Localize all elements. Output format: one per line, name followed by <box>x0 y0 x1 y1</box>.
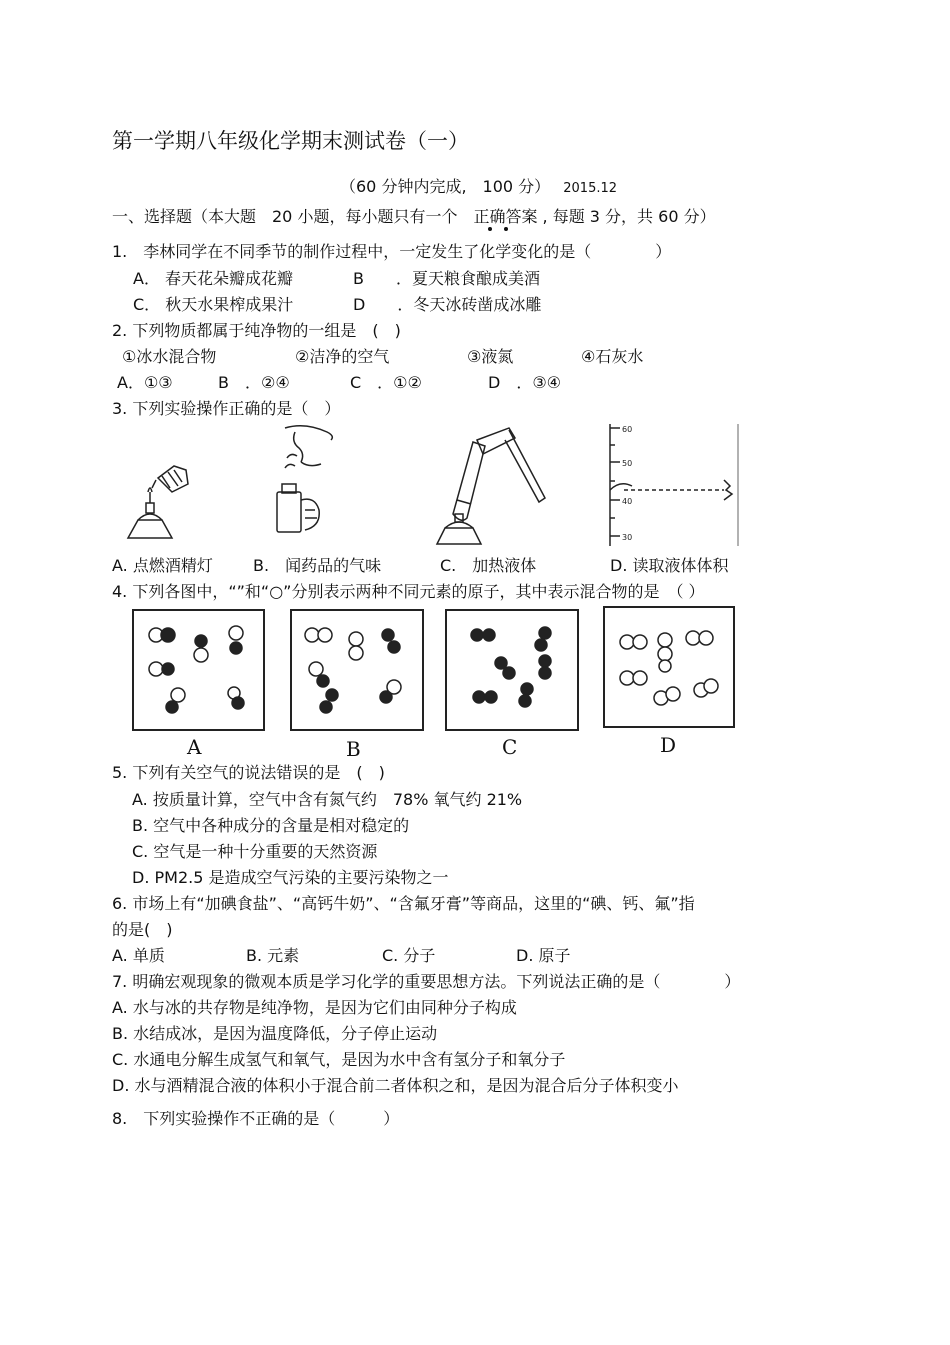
q8-stem: 8. 下列实验操作不正确的是（ ） <box>112 1109 400 1128</box>
q3-stem: 3. 下列实验操作正确的是（ ） <box>112 399 341 418</box>
molecule-box-a <box>132 609 265 731</box>
emphasis-dot <box>488 227 492 231</box>
q2-option-b: B ．②④ <box>218 373 290 392</box>
exam-date: 2015.12 <box>563 181 618 196</box>
q6-option-d: D. 原子 <box>516 946 571 965</box>
q6-stem: 6. 市场上有“加碘食盐”、“高钙牛奶”、“含氟牙膏”等商品，这里的“碘、钙、氟”指 <box>112 894 695 913</box>
molecule-box-d <box>603 606 735 728</box>
q5-option-c: C. 空气是一种十分重要的天然资源 <box>132 842 378 861</box>
q1-option-a: A． 春天花朵瓣成花瓣 <box>133 269 294 288</box>
molecule-box-b <box>290 609 424 731</box>
q1-option-d: D ．冬天冰砖凿成冰雕 <box>353 295 542 314</box>
box-label-a: A <box>187 735 202 759</box>
q2-option-a: A．①③ <box>117 373 173 392</box>
smell-reagent-figure <box>265 422 345 542</box>
q6-option-c: C. 分子 <box>382 946 436 965</box>
subtitle-main: （60 分钟内完成, 100 分） <box>340 177 551 196</box>
q1-option-c: C． 秋天水果榨成果汁 <box>133 295 294 314</box>
q2-option-d: D ．③④ <box>488 373 562 392</box>
molecule-diagram-b <box>292 611 422 729</box>
box-label-b: B <box>346 737 361 761</box>
molecule-box-c <box>445 609 579 731</box>
q6-option-b: B. 元素 <box>246 946 300 965</box>
emphasis-dot <box>504 227 508 231</box>
page-title: 第一学期八年级化学期末测试卷（一） <box>112 129 469 153</box>
q7-option-c: C. 水通电分解生成氢气和氧气，是因为水中含有氢分子和氧分子 <box>112 1050 566 1069</box>
cylinder-tick-label: 50 <box>622 459 633 468</box>
q5-option-a: A. 按质量计算，空气中含有氮气约 78% 氧气约 21% <box>132 790 523 809</box>
q2-stem: 2. 下列物质都属于纯净物的一组是 ( ) <box>112 321 401 340</box>
subtitle <box>340 177 617 199</box>
heating-liquid-figure <box>423 420 553 550</box>
q7-stem: 7. 明确宏观现象的微观本质是学习化学的重要思想方法。下列说法正确的是（ ） <box>112 972 741 991</box>
cylinder-tick-label: 40 <box>622 497 633 506</box>
q2-item: ③液氮 <box>467 347 514 366</box>
q7-option-d: D. 水与酒精混合液的体积小于混合前二者体积之和，是因为混合后分子体积变小 <box>112 1076 679 1095</box>
q3-option-c: C. 加热液体 <box>440 556 537 575</box>
graduated-cylinder-figure <box>596 424 746 548</box>
q2-item: ②洁净的空气 <box>295 347 390 366</box>
alcohol-lamp-lighting-figure <box>118 448 208 548</box>
q4-stem: 4. 下列各图中，“”和“○”分别表示两种不同元素的原子，其中表示混合物的是 （ ） <box>112 582 705 601</box>
q1-option-b: B ．夏天粮食酿成美酒 <box>353 269 540 288</box>
q3-option-d: D. 读取液体体积 <box>610 556 729 575</box>
q5-stem: 5. 下列有关空气的说法错误的是 ( ) <box>112 763 385 782</box>
q7-option-a: A. 水与冰的共存物是纯净物，是因为它们由同种分子构成 <box>112 998 517 1017</box>
q7-option-b: B. 水结成冰，是因为温度降低，分子停止运动 <box>112 1024 438 1043</box>
section-heading: 一、选择题（本大题 20 小题，每小题只有一个 正确答案 , 每题 3 分，共 60 分） <box>112 207 716 226</box>
q2-item: ①冰水混合物 <box>122 347 217 366</box>
molecule-diagram-a <box>134 611 263 729</box>
q2-option-c: C ．①② <box>350 373 422 392</box>
molecule-diagram-d <box>605 608 733 726</box>
q3-option-a: A. 点燃酒精灯 <box>112 556 213 575</box>
q5-option-b: B. 空气中各种成分的含量是相对稳定的 <box>132 816 410 835</box>
cylinder-tick-label: 60 <box>622 425 633 434</box>
molecule-diagram-c <box>447 611 577 729</box>
q6-stem-cont: 的是( ) <box>112 920 173 939</box>
box-label-c: C <box>502 735 518 759</box>
cylinder-tick-label: 30 <box>622 533 633 542</box>
q2-item: ④石灰水 <box>581 347 644 366</box>
q6-option-a: A. 单质 <box>112 946 165 965</box>
q3-option-b: B. 闻药品的气味 <box>253 556 382 575</box>
box-label-d: D <box>660 733 677 757</box>
q5-option-d: D. PM2.5 是造成空气污染的主要污染物之一 <box>132 868 449 887</box>
q1-stem: 1. 李林同学在不同季节的制作过程中，一定发生了化学变化的是（ ） <box>112 242 672 261</box>
